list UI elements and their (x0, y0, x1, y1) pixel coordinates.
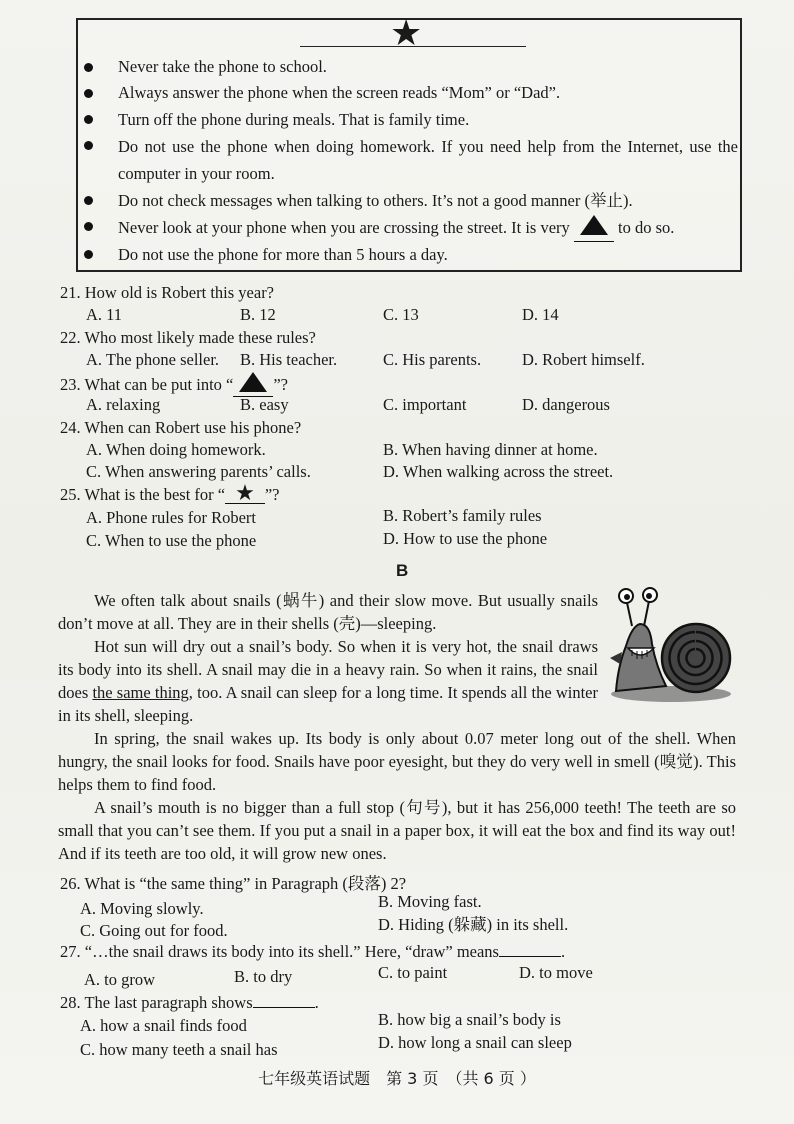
q22-option-d: D. Robert himself. (522, 350, 645, 369)
q25-option-d: D. How to use the phone (383, 529, 548, 548)
question-22: 22. Who most likely made these rules? (60, 328, 316, 347)
q26-option-c: C. Going out for food. (80, 921, 228, 940)
q24-option-a: A. When doing homework. (86, 440, 266, 459)
rule-4: Do not use the phone when doing homework. If you need help from the Internet, use the computer in your room. (118, 137, 738, 183)
q23-option-d: D. dangerous (522, 395, 610, 414)
q23-stem: 23. What can be put into “ (60, 375, 234, 394)
q27-option-d: D. to move (519, 963, 593, 982)
triangle-blank (574, 214, 614, 242)
question-24: 24. When can Robert use his phone? (60, 418, 302, 437)
rule-7: Do not use the phone for more than 5 hours a day. (118, 245, 448, 264)
q25-stem: 25. What is the best for “ (60, 485, 226, 504)
rule-2: Always answer the phone when the screen reads “Mom” or “Dad”. (118, 83, 561, 102)
bullet-icon (84, 196, 93, 205)
question-21: 21. How old is Robert this year? (60, 283, 275, 302)
q28-stem-end: . (314, 993, 319, 1012)
q25-option-b: B. Robert’s family rules (383, 506, 542, 525)
q26-option-a: A. Moving slowly. (80, 899, 204, 918)
q25-stem-end: ”? (264, 485, 280, 504)
passage-paragraph-3: In spring, the snail wakes up. Its body is only about 0.07 meter long out of the shell. When hungry, the snail looks for food. Snails have poor eyesight, but they do very well in smell (嗅觉). This helps them to find food. (58, 729, 736, 794)
star-icon: ★ (235, 481, 255, 506)
star-blank (225, 481, 265, 506)
q24-option-d: D. When walking across the street. (383, 462, 614, 481)
question-27 (60, 941, 565, 963)
q28-option-c: C. how many teeth a snail has (80, 1040, 278, 1059)
q26-option-b: B. Moving fast. (378, 892, 482, 911)
rule-5: Do not check messages when talking to others. It’s not a good manner (举止). (118, 191, 633, 210)
p2-text: Hot sun will dry out a snail’s body. So when it is very hot, the snail draws its body into its shell. A snail may die in a heavy rain. So when it rains, the snail does (58, 637, 598, 702)
passage-paragraph-1: We often talk about snails (蜗牛) and their slow move. But usually snails don’t move at all. They are in their shells (壳)—sleeping. (58, 591, 598, 633)
rule-6-tail: to do so. (618, 218, 675, 237)
q27-option-c: C. to paint (378, 963, 448, 982)
bullet-icon (84, 115, 93, 124)
answer-blank (253, 993, 315, 1008)
q27-stem-end: . (560, 942, 566, 961)
q23-option-c: C. important (383, 395, 467, 414)
question-28 (60, 992, 319, 1014)
rule-1: Never take the phone to school. (118, 57, 327, 76)
bullet-icon (84, 89, 93, 98)
bullet-icon (84, 222, 93, 231)
q25-option-a: A. Phone rules for Robert (86, 508, 257, 527)
question-26: 26. What is “the same thing” in Paragraph (段落) 2? (60, 874, 407, 893)
q23-option-b: B. easy (240, 395, 289, 414)
q23-option-a: A. relaxing (86, 395, 161, 414)
bullet-icon (84, 141, 93, 150)
q27-option-b: B. to dry (234, 967, 293, 986)
q21-option-a: A. 11 (86, 305, 123, 324)
answer-blank (499, 942, 561, 957)
q24-option-b: B. When having dinner at home. (383, 440, 598, 459)
triangle-icon (239, 372, 267, 392)
passage-paragraph-2 (58, 635, 598, 727)
page-footer (0, 1066, 794, 1089)
rule-6 (118, 214, 738, 242)
q27-option-a: A. to grow (84, 970, 156, 989)
q21-option-d: D. 14 (522, 305, 559, 324)
q26-option-d: D. Hiding (躲藏) in its shell. (378, 915, 569, 934)
q28-stem: 28. The last paragraph shows (60, 993, 253, 1012)
footer-text: 七年级英语试题 第 3 页 （共 6 页 ） (258, 1069, 536, 1088)
q22-option-a: A. The phone seller. (86, 350, 220, 369)
q27-stem: 27. “…the snail draws its body into its shell.” Here, “draw” means (60, 942, 499, 961)
section-b-heading: B (396, 561, 409, 580)
the-same-thing-underlined: the same thing, (92, 683, 193, 702)
bullet-icon (84, 250, 93, 259)
q28-option-a: A. how a snail finds food (80, 1016, 247, 1035)
rule-6-text: Never look at your phone when you are crossing the street. It is very (118, 218, 570, 237)
q21-option-b: B. 12 (240, 305, 276, 324)
q24-option-c: C. When answering parents’ calls. (86, 462, 311, 481)
q22-option-c: C. His parents. (383, 350, 482, 369)
q28-option-d: D. how long a snail can sleep (378, 1033, 572, 1052)
star-icon: ★ (390, 13, 423, 54)
triangle-icon (580, 215, 608, 235)
rule-3: Turn off the phone during meals. That is family time. (118, 110, 470, 129)
snail-illustration (606, 586, 736, 706)
passage-paragraph-4: A snail’s mouth is no bigger than a full stop (句号), but it has 256,000 teeth! The teeth are so small that you can’t see them. If you put a snail in a paper box, it will eat the box and find its way out! And if its teeth are too old, it will grow new ones. (58, 798, 736, 863)
q25-option-c: C. When to use the phone (86, 531, 257, 550)
q28-option-b: B. how big a snail’s body is (378, 1010, 561, 1029)
q23-stem-end: ”? (273, 375, 289, 394)
q22-option-b: B. His teacher. (240, 350, 338, 369)
question-25 (60, 481, 280, 506)
bullet-icon (84, 63, 93, 72)
p2-text-end: too. A snail can sleep for a long time. It spends all the winter in its shell, sleeping. (58, 683, 598, 725)
q21-option-c: C. 13 (383, 305, 419, 324)
